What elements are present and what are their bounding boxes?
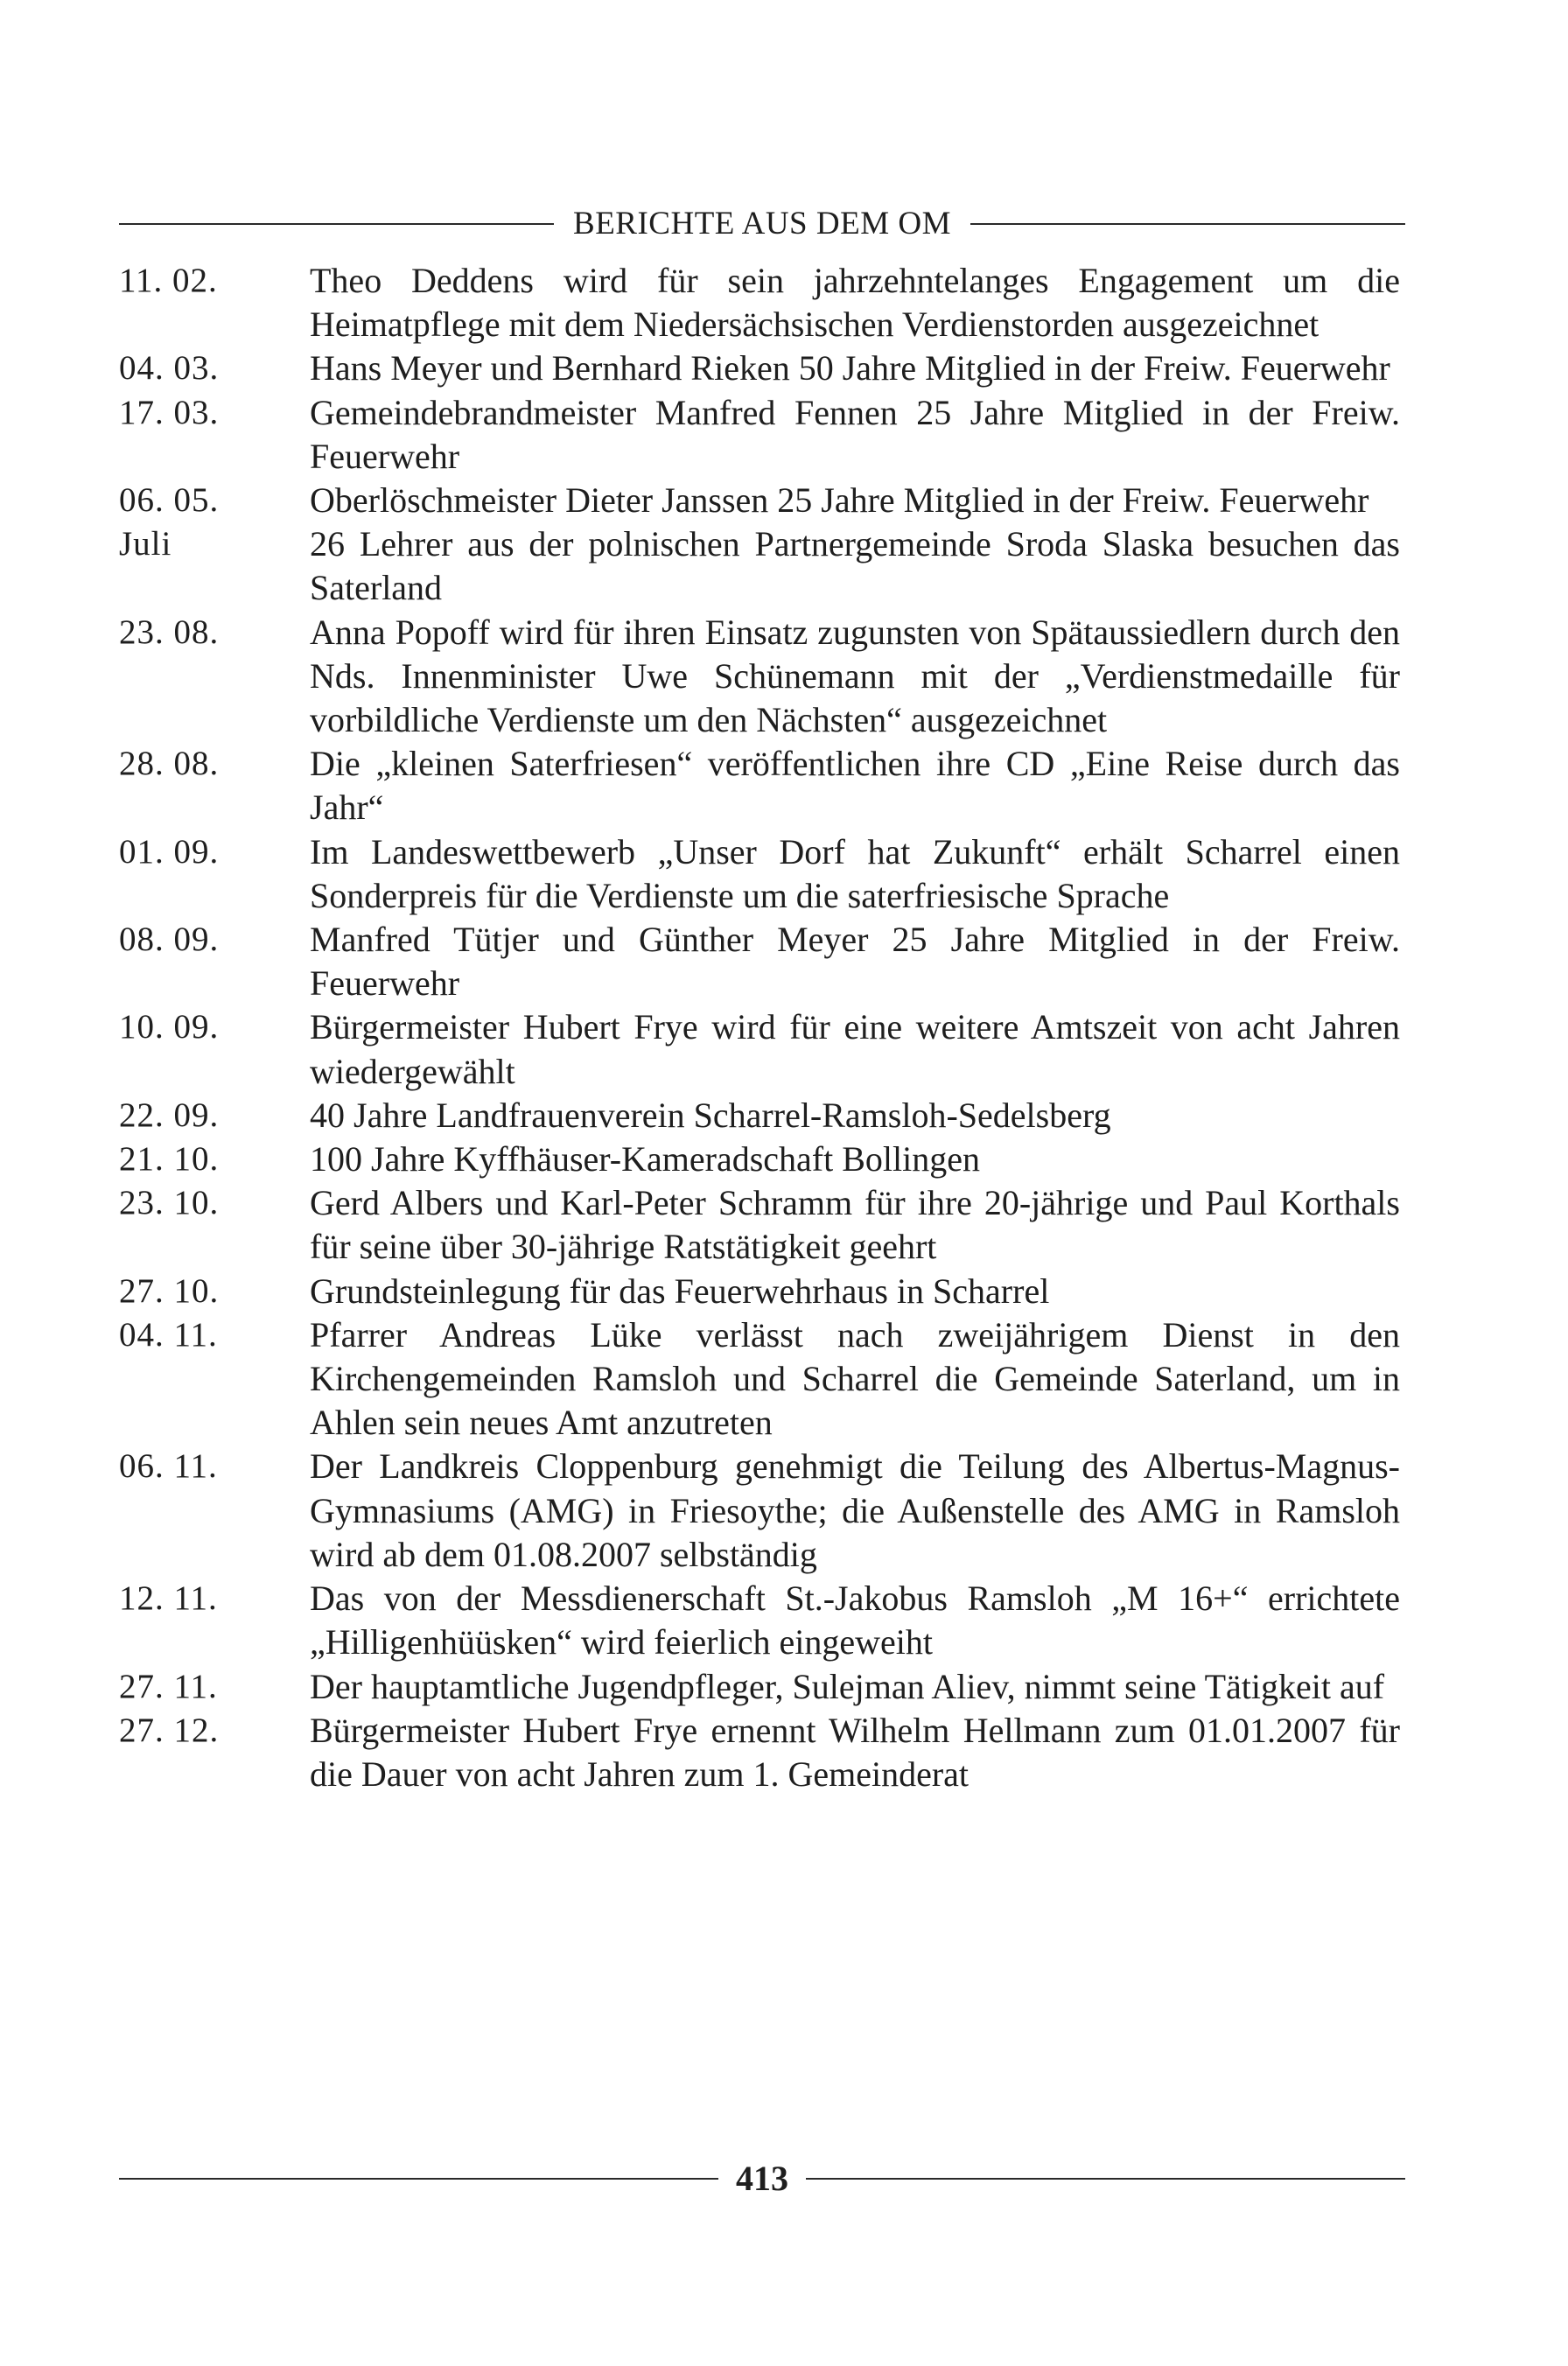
page-footer (119, 2152, 1405, 2205)
page-number: 413 (736, 2159, 788, 2198)
entry-date: 04. 03. (119, 349, 220, 388)
chronicle-entry (119, 479, 1400, 522)
entry-text: Der hauptamtliche Jugendpfleger, Sulejman Aliev, nimmt seine Tätigkeit auf (310, 1666, 1385, 1706)
entry-date: 21. 10. (119, 1140, 220, 1179)
entry-date: 28. 08. (119, 745, 220, 783)
entry-text: Bürgermeister Hubert Frye ernennt Wilhelm Hellmann zum 01.01.2007 für die Dauer von acht Jahren zum 1. Gemeinderat (310, 1710, 1400, 1794)
chronicle-entry (119, 742, 1400, 830)
entry-date: 27. 12. (119, 1711, 220, 1749)
entry-text: Bürgermeister Hubert Frye wird für eine weitere Amtszeit von acht Jahren wiedergewählt (310, 1007, 1400, 1091)
chronicle-entry (119, 1709, 1400, 1796)
entry-date: 01. 09. (119, 832, 220, 871)
entry-date: 06. 05. (119, 481, 220, 520)
entry-date: 04. 11. (119, 1315, 218, 1354)
entry-text: 100 Jahre Kyffhäuser-Kameradschaft Bollingen (310, 1139, 980, 1180)
entry-date: 06. 11. (119, 1447, 218, 1486)
entry-date: 17. 03. (119, 393, 220, 431)
entry-date: 10. 09. (119, 1008, 220, 1046)
entry-text: Hans Meyer und Bernhard Rieken 50 Jahre Mitglied in der Freiw. Feuerwehr (310, 348, 1390, 388)
entry-date: 12. 11. (119, 1579, 218, 1618)
chronicle-entry (119, 1313, 1400, 1446)
entry-text: Im Landeswettbewerb „Unser Dorf hat Zukunft“ erhält Scharrel einen Sonderpreis für die Verdienste um die saterfriesische Sprache (310, 831, 1400, 915)
entry-date: 27. 11. (119, 1667, 218, 1705)
entry-text: 40 Jahre Landfrauenverein Scharrel-Ramsloh-Sedelsberg (310, 1095, 1111, 1135)
footer-rule-right (806, 2178, 1405, 2180)
chronicle-entry (119, 1094, 1400, 1138)
chronicle-entry (119, 346, 1400, 390)
chronicle-entry (119, 1270, 1400, 1313)
entry-text: Theo Deddens wird für sein jahrzehntelanges Engagement um die Heimatpflege mit dem Niedersächsischen Verdienstorden ausgezeichnet (310, 261, 1400, 345)
entry-text: Die „kleinen Saterfriesen“ veröffentlichen ihre CD „Eine Reise durch das Jahr“ (310, 744, 1400, 828)
entry-text: 26 Lehrer aus der polnischen Partnergemeinde Sroda Slaska besuchen das Saterland (310, 524, 1400, 608)
chronicle-entry (119, 1577, 1400, 1664)
chronicle-entry (119, 1181, 1400, 1269)
header-rule-right (970, 223, 1405, 225)
chronicle-entry (119, 918, 1400, 1005)
footer-rule-left (119, 2178, 718, 2180)
entry-date: Juli (119, 525, 172, 564)
entry-text: Pfarrer Andreas Lüke verlässt nach zweijährigem Dienst in den Kirchengemeinden Ramsloh und Scharrel die Gemeinde Saterland, um in Ahlen sein neues Amt anzutreten (310, 1314, 1400, 1443)
entry-text: Anna Popoff wird für ihren Einsatz zugunsten von Spätaussiedlern durch den Nds. Innenminister Uwe Schünemann mit der „Verdienstmedaille für vorbildliche Verdienste um den Nächsten“ ausgezeichnet (310, 612, 1400, 740)
chronicle-entry (119, 1005, 1400, 1093)
chronicle-entry (119, 1445, 1400, 1577)
chronicle-entry (119, 391, 1400, 479)
entry-date: 22. 09. (119, 1096, 220, 1134)
entry-date: 08. 09. (119, 920, 220, 959)
entry-date: 27. 10. (119, 1271, 220, 1310)
entry-text: Gemeindebrandmeister Manfred Fennen 25 Jahre Mitglied in der Freiw. Feuerwehr (310, 392, 1400, 476)
chronicle-entry (119, 1665, 1400, 1709)
entry-text: Oberlöschmeister Dieter Janssen 25 Jahre Mitglied in der Freiw. Feuerwehr (310, 480, 1369, 521)
chronicle-entry (119, 259, 1400, 346)
entry-text: Der Landkreis Cloppenburg genehmigt die Teilung des Albertus-Magnus-Gymnasiums (AMG) in Friesoythe; die Außenstelle des AMG in Ramsloh wird ab dem 01.08.2007 selbständig (310, 1446, 1400, 1574)
running-head-title: BERICHTE AUS DEM OM (573, 206, 951, 242)
header-rule-left (119, 223, 554, 225)
entry-date: 23. 10. (119, 1184, 220, 1222)
chronicle-entry (119, 830, 1400, 918)
chronicle-list (119, 259, 1400, 1796)
entry-date: 23. 08. (119, 612, 220, 651)
entry-text: Manfred Tütjer und Günther Meyer 25 Jahre Mitglied in der Freiw. Feuerwehr (310, 920, 1400, 1004)
chronicle-entry (119, 522, 1400, 610)
entry-text: Das von der Messdienerschaft St.-Jakobus Ramsloh „M 16+“ errichtete „Hilligenhüüsken“ wird feierlich eingeweiht (310, 1578, 1400, 1662)
entry-text: Gerd Albers und Karl-Peter Schramm für ihre 20-jährige und Paul Korthals für seine über 30-jährige Ratstätigkeit geehrt (310, 1183, 1400, 1267)
chronicle-entry (119, 611, 1400, 743)
entry-text: Grundsteinlegung für das Feuerwehrhaus in Scharrel (310, 1270, 1050, 1311)
entry-date: 11. 02. (119, 262, 218, 299)
running-head (119, 198, 1405, 250)
chronicle-entry (119, 1138, 1400, 1181)
